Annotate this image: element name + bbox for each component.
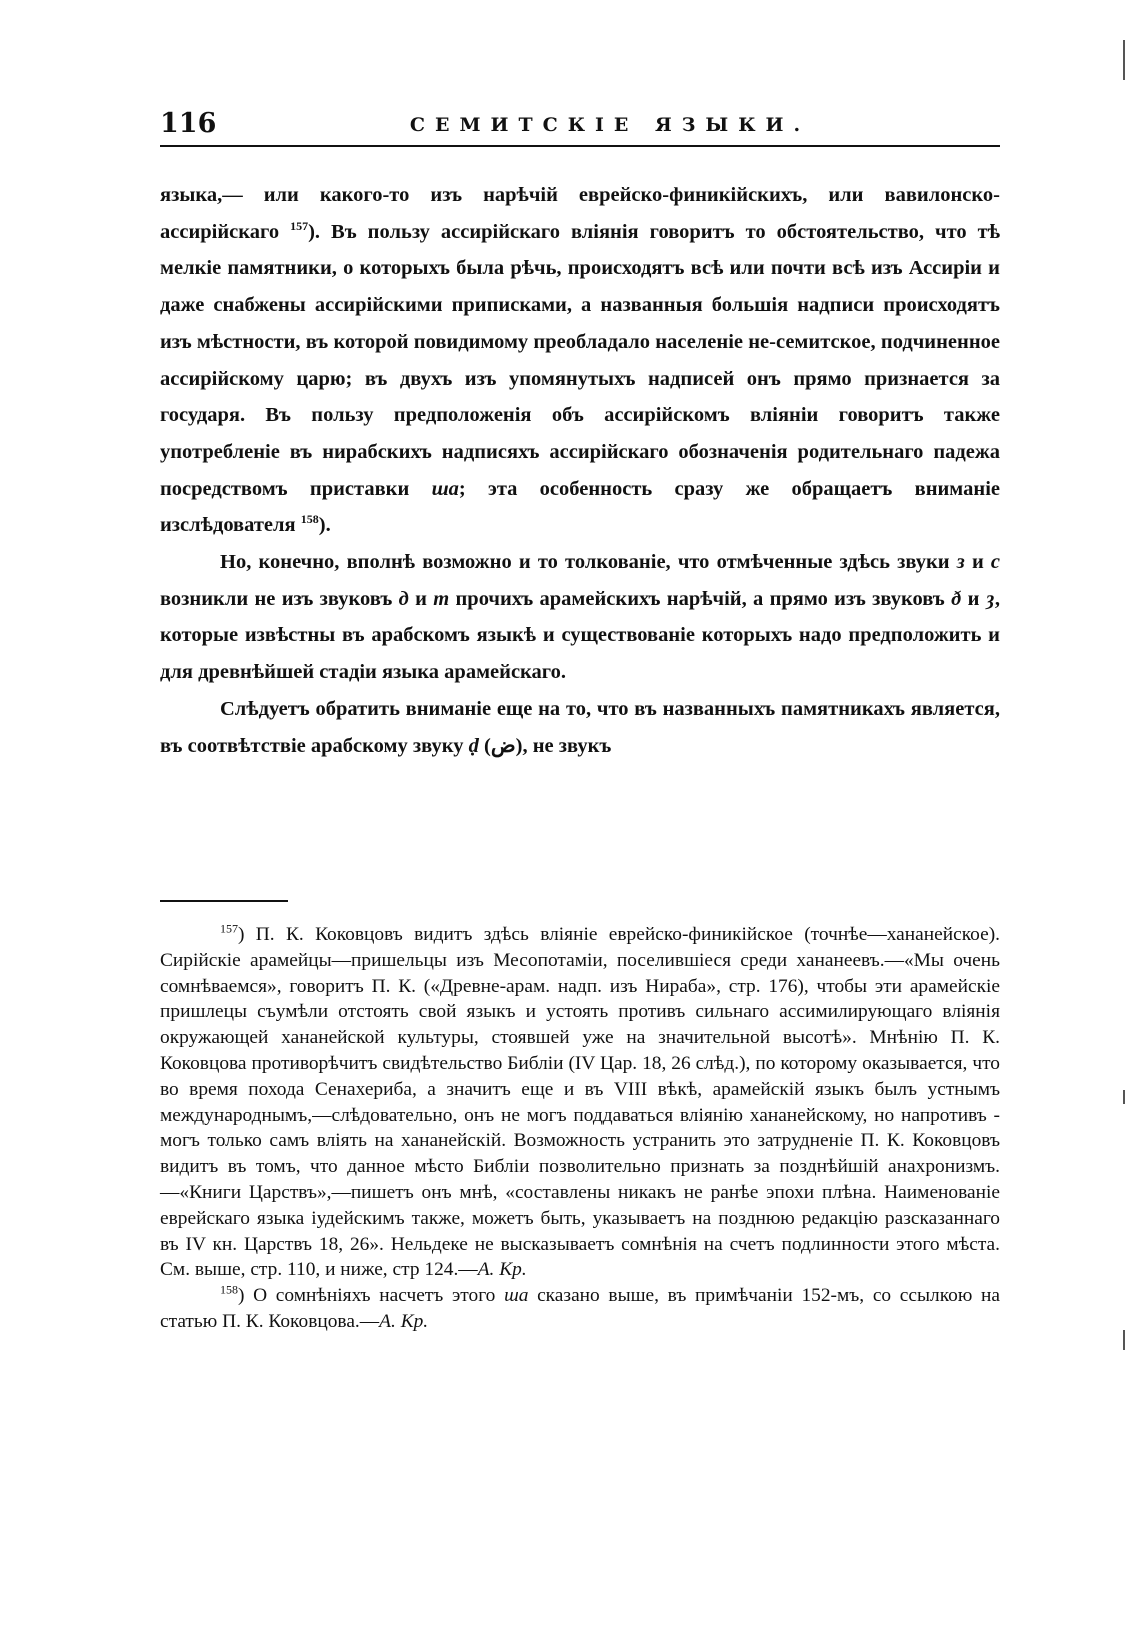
paragraph-3: [160, 691, 1000, 764]
paragraph-2: [160, 544, 1000, 691]
page-header: [160, 104, 1000, 144]
paragraph-text: , не звукъ: [522, 734, 612, 757]
paragraph-text: и: [967, 587, 980, 610]
page-edge-mark: [1123, 40, 1125, 80]
paragraph-text: Слѣдуетъ обратить вниманіе еще на то, что въ названныхъ памятникахъ является, въ соотвѣтствіе арабскому звуку: [160, 697, 1000, 757]
paragraph-text: прочихъ арамейскихъ нарѣчій, а прямо изъ звуковъ: [455, 587, 945, 610]
paragraph-1: [160, 177, 1000, 544]
footnote-text: ) О сомнѣніяхъ насчетъ этого: [238, 1285, 496, 1307]
footnote-ref-158: 158: [300, 512, 319, 527]
footnote-158: [160, 1283, 1000, 1335]
header-rule: [160, 145, 1000, 147]
footnote-157: [160, 922, 1000, 1283]
arabic-letter: (ض): [484, 734, 523, 757]
footnote-text: ) П. К. Коковцовъ видитъ здѣсь вліяніе еврейско-финикійское (точнѣе—хананейское). Сирійскіе арамейцы—пришельцы изъ Месопотаміи, поселившіеся среди хананеевъ.—«Мы очень сомнѣваемся», говоритъ П. К. («Древне-арам. надп. изъ Нираба», стр. 176), чтобы эти арамейскіе пришлецы съумѣли отстоять свой языкъ и устоять противъ сильнаго ассимилирующаго вліянія окружающей хананейской культуры, стоявшей уже на значительной высотѣ». Мнѣнію П. К. Коковцова противорѣчитъ свидѣтельство Библіи (IV Цар. 18, 26 слѣд.), по которому оказывается, что во время похода Сенахериба, а значитъ еще и въ VIII вѣкѣ, арамейскій языкъ былъ устнымъ международнымъ,—слѣдовательно, онъ не могъ поддаваться вліянію хананейскому, но напротивъ - могъ только самъ вліять на хананейскій. Возможность устранить это затрудненіе П. К. Коковцовъ видитъ въ томъ, что данное мѣсто Библіи позволительно признать за позднѣйшій анахронизмъ.—«Книги Царствъ»,—пишетъ онъ мнѣ, «составлены никакъ не ранѣе эпохи плѣна. Наименованіе еврейскаго языка іудейскимъ также, можетъ быть, указываетъ на позднюю редакцію разсказаннаго въ IV кн. Царствъ 18, 26». Нельдеке не высказываетъ сомнѣнія на счетъ подлинности этого мѣста. См. выше, стр. 110, и ниже, стр 124.—: [160, 924, 1000, 1281]
page-edge-mark: [1123, 1330, 1125, 1350]
page-edge-mark: [1123, 1090, 1125, 1104]
footnote-text: сказано выше, въ примѣчаніи 152-мъ, со ссылкою на статью П. К. Коковцова.—: [160, 1285, 1000, 1332]
paragraph-text: ). Въ пользу ассирійскаго вліянія говоритъ то обстоятельство, что тѣ мелкіе памятники, о которыхъ была рѣчь, происходятъ всѣ или почти всѣ изъ Ассиріи и даже снабжены ассирійскими приписками, а названныя большія надписи происходятъ изъ мѣстности, въ которой повидимому преобладало населеніе не-семитское, подчиненное ассирійскому царю; въ двухъ изъ упомянутыхъ надписей онъ прямо признается за государя. Въ пользу предположенія объ ассирійскомъ вліяніи говоритъ также употребленіе въ нирабскихъ надписяхъ ассирійскаго обозначенія родительнаго падежа посредствомъ приставки: [160, 220, 1001, 500]
footnotes: [160, 922, 1000, 1335]
footnote-rule: [160, 900, 288, 902]
paragraph-text: языка,— или какого-то изъ нарѣчій еврейско-финикійскихъ, или вавилонско-ассирійскаго: [160, 184, 1000, 243]
italic-letter: з: [956, 551, 965, 574]
paragraph-text: ).: [318, 514, 331, 537]
italic-letter: ð: [951, 587, 962, 610]
italic-letter: ȝ: [985, 587, 995, 610]
paragraph-text: и: [415, 587, 427, 610]
running-title: СЕМИТСКІЕ ЯЗЫКИ.: [409, 114, 811, 136]
main-text: [160, 177, 1000, 764]
footnote-number: 157: [220, 921, 238, 936]
paragraph-text: и: [971, 551, 984, 574]
paragraph-text: , которые извѣстны въ арабскомъ языкѣ и существованіе которыхъ надо предположить и для древнѣйшей стадіи языка арамейскаго.: [160, 587, 1001, 684]
footnote-ref-157: 157: [290, 218, 309, 233]
italic-letter: т: [433, 587, 450, 610]
italic-term: ша: [431, 477, 459, 500]
italic-letter: с: [990, 551, 1001, 574]
italic-letter: д: [398, 587, 409, 610]
page-number: 116: [160, 108, 217, 139]
footnote-signature: А. Кр.: [477, 1259, 527, 1281]
paragraph-text: возникли не изъ звуковъ: [160, 587, 393, 610]
paragraph-text: Но, конечно, вполнѣ возможно и то толкованіе, что отмѣченные здѣсь звуки: [220, 551, 950, 574]
footnote-signature: А. Кр.: [379, 1310, 429, 1332]
italic-term: ша: [504, 1285, 529, 1307]
italic-letter: ḍ: [468, 734, 479, 757]
paragraph-text: ; эта особенность сразу же обращаетъ вниманіе изслѣдователя: [160, 477, 1000, 537]
footnote-number: 158: [220, 1282, 238, 1297]
